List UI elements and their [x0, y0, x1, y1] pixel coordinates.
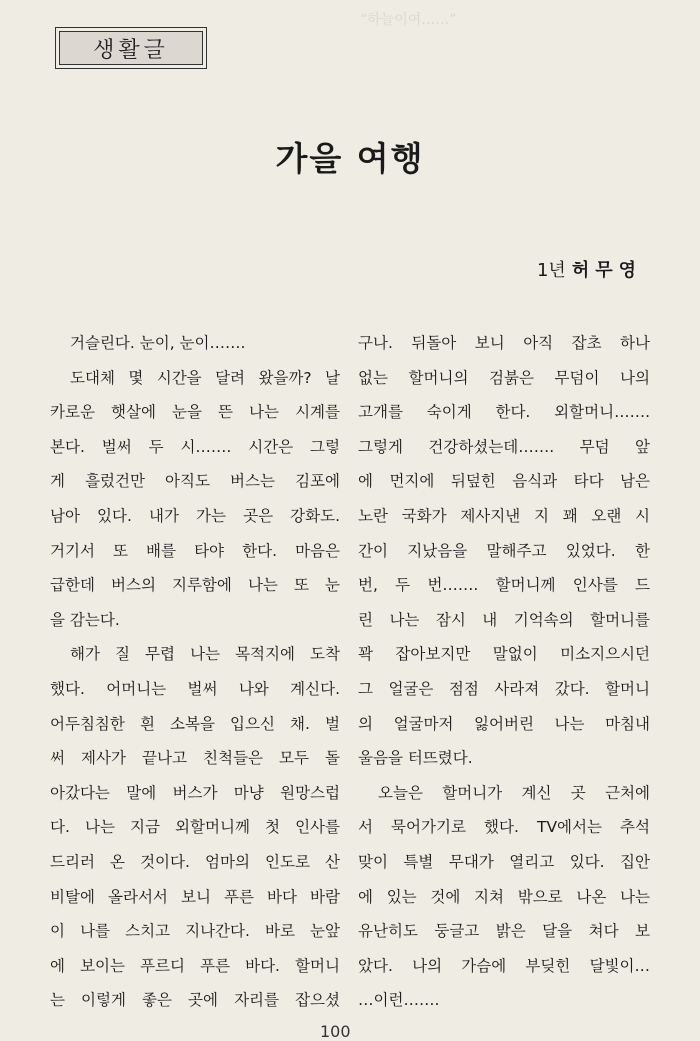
text-line: 구나. 뒤돌아 보니 아직 잡초 하나: [358, 334, 650, 352]
text-line: 그 얼굴은 점점 사라져 갔다. 할머니: [358, 679, 650, 698]
text-line: 번, 두 번……. 할머니께 인사를 드: [358, 576, 650, 595]
left-text-column: [50, 326, 340, 1018]
page-number: 100: [320, 1022, 351, 1041]
text-line: 꽉 잡아보지만 말없이 미소지으시던: [358, 645, 650, 664]
text-line: 도대체 몇 시간을 달려 왔을까? 날: [70, 368, 340, 387]
text-line: 간이 지났음을 말해주고 있었다. 한: [358, 541, 650, 560]
text-line: 에 있는 것에 지쳐 밖으로 나온 나는: [358, 887, 650, 906]
text-line: 린 나는 잠시 내 기억속의 할머니를: [358, 610, 650, 629]
text-line: 써 제사가 끝나고 친척들은 모두 돌: [50, 749, 340, 768]
text-line: 카로운 햇살에 눈을 뜬 나는 시계를: [50, 403, 340, 422]
right-text-column: [358, 326, 650, 1018]
text-line: 급한데 버스의 지루함에 나는 또 눈: [50, 576, 340, 595]
text-line: 게 흘렀건만 아직도 버스는 김포에: [50, 472, 340, 491]
section-label: 생활글: [59, 31, 203, 65]
text-line: 해가 질 무렵 나는 목적지에 도착: [70, 645, 340, 664]
text-line: 에 먼지에 뒤덮힌 음식과 타다 남은: [358, 472, 650, 491]
text-line: 노란 국화가 제사지낸 지 꽤 오랜 시: [358, 506, 650, 525]
text-line: …이런…….: [358, 991, 440, 1010]
text-line: 는 이렇게 좋은 곳에 자리를 잡으셨: [50, 991, 340, 1010]
text-line: 울음을 터뜨렸다.: [358, 749, 473, 768]
text-line: 거슬린다. 눈이, 눈이…….: [70, 334, 246, 352]
text-line: 고개를 숙이게 한다. 외할머니…….: [358, 403, 650, 422]
text-line: 그렇게 건강하셨는데……. 무덤 앞: [358, 437, 650, 456]
text-line: 맞이 특별 무대가 열리고 있다. 집안: [358, 852, 650, 871]
text-line: 했다. 어머니는 벌써 나와 계신다.: [50, 679, 340, 698]
text-line: 다. 나는 지금 외할머니께 첫 인사를: [50, 818, 340, 837]
bleed-through-texture: “하늘이여……”: [360, 12, 457, 28]
text-line: 본다. 벌써 두 시……. 시간은 그렇: [50, 437, 340, 456]
author-grade: 1년: [536, 260, 566, 281]
text-line: 이 나를 스치고 지나간다. 바로 눈앞: [50, 922, 340, 941]
text-line: 없는 할머니의 검붉은 무덤이 나의: [358, 368, 650, 387]
text-line: 을 감는다.: [50, 610, 120, 629]
article-title: 가을 여행: [275, 139, 425, 178]
text-line: 거기서 또 배를 타야 한다. 마음은: [50, 541, 340, 560]
text-line: 드리러 온 것이다. 엄마의 인도로 산: [50, 852, 340, 871]
text-line: 유난히도 둥글고 밝은 달을 쳐다 보: [358, 922, 650, 941]
text-line: 비탈에 올라서서 보니 푸른 바다 바람: [50, 887, 340, 906]
text-line: 의 얼굴마저 잃어버린 나는 마침내: [358, 714, 650, 733]
text-line: 에 보이는 푸르디 푸른 바다. 할머니: [50, 956, 340, 975]
section-label-box: [55, 27, 207, 69]
text-line: 서 묵어가기로 했다. TV에서는 추석: [358, 818, 650, 837]
text-line: 았다. 나의 가슴에 부딪힌 달빛이…: [358, 956, 650, 975]
byline: [537, 256, 642, 282]
text-line: 오늘은 할머니가 계신 곳 근처에: [378, 783, 650, 802]
text-line: 어두침침한 흰 소복을 입으신 채. 벌: [50, 714, 340, 733]
text-line: 아갔다는 말에 버스가 마냥 원망스럽: [50, 783, 340, 802]
author-name: 허무영: [571, 260, 642, 281]
text-line: 남아 있다. 내가 가는 곳은 강화도.: [50, 506, 340, 525]
